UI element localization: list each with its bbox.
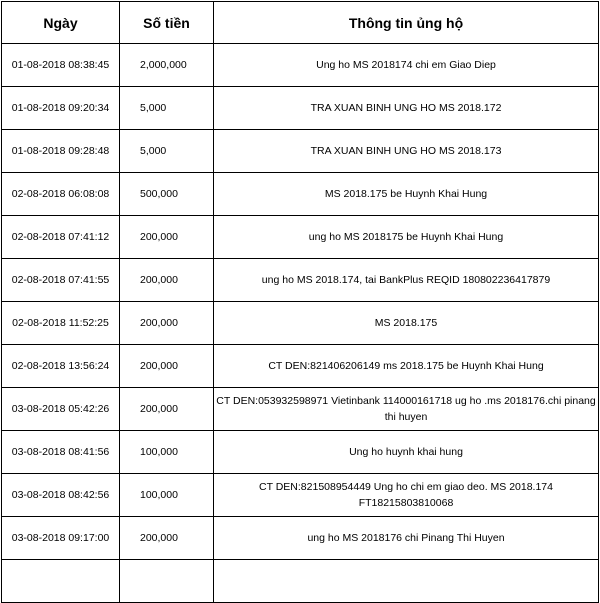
table-row xyxy=(2,431,599,474)
table-row xyxy=(2,216,599,259)
cell-info: TRA XUAN BINH UNG HO MS 2018.173 xyxy=(214,130,599,173)
cell-date: 02-08-2018 07:41:12 xyxy=(2,216,120,259)
cell-date: 01-08-2018 09:20:34 xyxy=(2,87,120,130)
donations-table xyxy=(1,1,599,603)
cell-info: MS 2018.175 be Huynh Khai Hung xyxy=(214,173,599,216)
cell-amount: 200,000 xyxy=(120,345,214,388)
table-row xyxy=(2,345,599,388)
cell-info: Ung ho MS 2018174 chi em Giao Diep xyxy=(214,44,599,87)
cell-info: CT DEN:821508954449 Ung ho chi em giao deo. MS 2018.174 FT18215803810068 xyxy=(214,474,599,517)
cell-date: 02-08-2018 06:08:08 xyxy=(2,173,120,216)
cell-info: ung ho MS 2018.174, tai BankPlus REQID 180802236417879 xyxy=(214,259,599,302)
table-row xyxy=(2,87,599,130)
cell-info: Ung ho huynh khai hung xyxy=(214,431,599,474)
table-row xyxy=(2,259,599,302)
table-header-row xyxy=(2,2,599,44)
cell-date: 01-08-2018 08:38:45 xyxy=(2,44,120,87)
table-row xyxy=(2,474,599,517)
cell-date: 02-08-2018 11:52:25 xyxy=(2,302,120,345)
cell-info xyxy=(214,560,599,603)
table-row xyxy=(2,302,599,345)
table-row xyxy=(2,173,599,216)
cell-date: 01-08-2018 09:28:48 xyxy=(2,130,120,173)
cell-info: MS 2018.175 xyxy=(214,302,599,345)
cell-amount: 100,000 xyxy=(120,474,214,517)
cell-amount: 100,000 xyxy=(120,431,214,474)
cell-date: 03-08-2018 09:17:00 xyxy=(2,517,120,560)
cell-amount: 500,000 xyxy=(120,173,214,216)
table-row xyxy=(2,560,599,603)
table-row xyxy=(2,517,599,560)
cell-info: CT DEN:821406206149 ms 2018.175 be Huynh Khai Hung xyxy=(214,345,599,388)
table-row xyxy=(2,388,599,431)
cell-amount: 5,000 xyxy=(120,130,214,173)
cell-amount xyxy=(120,560,214,603)
cell-date: 02-08-2018 07:41:55 xyxy=(2,259,120,302)
cell-info: ung ho MS 2018175 be Huynh Khai Hung xyxy=(214,216,599,259)
cell-amount: 200,000 xyxy=(120,259,214,302)
cell-amount: 200,000 xyxy=(120,517,214,560)
cell-info: ung ho MS 2018176 chi Pinang Thi Huyen xyxy=(214,517,599,560)
cell-amount: 2,000,000 xyxy=(120,44,214,87)
cell-amount: 5,000 xyxy=(120,87,214,130)
cell-amount: 200,000 xyxy=(120,302,214,345)
table-row xyxy=(2,130,599,173)
cell-info: CT DEN:053932598971 Vietinbank 114000161718 ug ho .ms 2018176.chi pinang thi huyen xyxy=(214,388,599,431)
header-info: Thông tin ủng hộ xyxy=(214,2,599,44)
cell-amount: 200,000 xyxy=(120,388,214,431)
cell-date: 02-08-2018 13:56:24 xyxy=(2,345,120,388)
cell-date: 03-08-2018 08:41:56 xyxy=(2,431,120,474)
header-date: Ngày xyxy=(2,2,120,44)
header-amount: Số tiền xyxy=(120,2,214,44)
cell-info: TRA XUAN BINH UNG HO MS 2018.172 xyxy=(214,87,599,130)
cell-date xyxy=(2,560,120,603)
cell-date: 03-08-2018 08:42:56 xyxy=(2,474,120,517)
cell-date: 03-08-2018 05:42:26 xyxy=(2,388,120,431)
table-row xyxy=(2,44,599,87)
cell-amount: 200,000 xyxy=(120,216,214,259)
